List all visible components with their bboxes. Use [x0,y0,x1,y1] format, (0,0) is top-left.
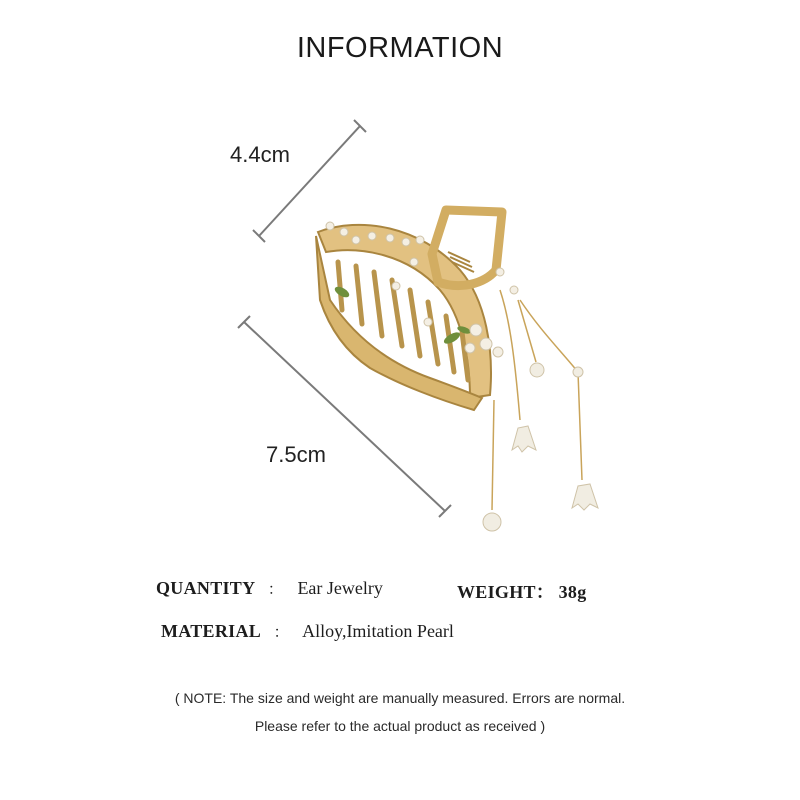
quantity-value: Ear Jewelry [297,578,383,598]
weight-label: WEIGHT： [457,582,555,602]
quantity-row [156,578,383,599]
hair-claw-clip [316,210,598,531]
length-dimension-label: 7.5cm [266,442,326,467]
quantity-label: QUANTITY [156,578,256,598]
material-value: Alloy,Imitation Pearl [302,621,454,641]
material-label: MATERIAL [161,621,262,641]
page-title: INFORMATION [296,32,504,64]
quantity-separator: ： [267,582,283,598]
width-dimension-label: 4.4cm [230,142,290,167]
weight-row [457,578,587,604]
material-separator: ： [273,625,289,641]
note-line-2: Please refer to the actual product as received ) [254,718,546,734]
material-row [161,621,454,642]
note-line-1: ( NOTE: The size and weight are manually measured. Errors are normal. [174,690,626,706]
width-dimension-line [253,120,366,242]
weight-value: 38g [558,582,587,602]
